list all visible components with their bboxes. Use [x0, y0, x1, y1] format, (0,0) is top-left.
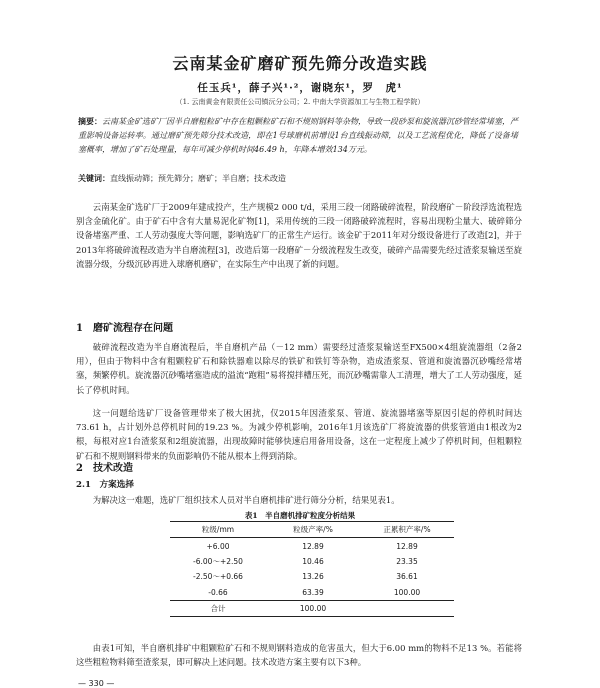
table-cell: 12.89: [302, 541, 324, 551]
affiliation: （1. 云南黄金有限责任公司镇沅分公司；2. 中南大学资源加工与生物工程学院）: [175, 98, 425, 106]
table-cell: [360, 600, 454, 616]
keywords-text: 直线振动筛；预先筛分；磨矿；半自磨；技术改造: [110, 174, 286, 183]
table-cell: 63.39: [302, 587, 324, 597]
table-cell: 36.61: [396, 572, 418, 582]
intro-paragraph: 云南某金矿选矿厂于2009年建成投产，生产规模2 000 t/d，采用三段一闭路破碎流程，阶段磨矿－阶段浮选流程选别含金硫化矿。由于矿石中含有大量易泥化矿物[1]，采用传统的三段一闭路破碎流程时，容易出现粉尘量大、破碎筛分设备堵塞严重、工人劳动强度大等问题，影响选矿厂的正常生产运行。该金矿于2011年对分级设备进行了改造[2]，并于2013年将破碎流程改造为半自磨流程[3]，改造后第一段磨矿－分级流程发生改变，破碎产品需要先经过渣浆泵输送至旋流器分级，分级沉砂再进入球磨机磨矿，在实际生产中出现了新的问题。: [76, 202, 522, 269]
table-row: [170, 554, 454, 569]
table-cell: 100.00: [266, 600, 360, 616]
table-cell: -6.00～+2.50: [193, 556, 243, 566]
abstract: [78, 114, 518, 157]
table-cell: -2.50～+0.66: [193, 572, 243, 582]
table-row: [170, 569, 454, 584]
section-2-1-heading: 2.1 方案选择: [76, 480, 134, 490]
table-1: [170, 521, 454, 617]
table-cell: -0.66: [208, 587, 228, 597]
closing-paragraph: 由表1可知，半自磨机排矿中粗颗粒矿石和不规则钢料造成的危害虽大，但大于6.00 mm的物料不足13 %。若能将这些粗粒物料筛至渣浆泵，即可解决上述问题。技术改造方案主要有以下3种。: [76, 643, 522, 668]
paper-title: 云南某金矿磨矿预先筛分改造实践: [172, 54, 428, 73]
abstract-text: 云南某金矿选矿厂因半自磨粗粒矿中存在粗颗粒矿石和不规则钢料等杂物，导致一段砂泵和旋流器沉砂管经常堵塞，严重影响设备运转率。通过磨矿预先筛分技术改造，即在1号球磨机前增设1台直线振动筛，以及工艺流程优化，降低了设备堵塞概率，增加了矿石处理量，每年可减少停机时间46.49 h，年降本增效134万元。: [78, 117, 518, 154]
table-row: [170, 538, 454, 554]
keywords-label: 关键词：: [78, 173, 110, 183]
table-cell: 23.35: [396, 556, 418, 566]
section-1-heading: 1 磨矿流程存在问题: [76, 323, 173, 334]
section-2-1-paragraph: 为解决这一难题，选矿厂组织技术人员对半自磨机排矿进行筛分分析，结果见表1。: [92, 495, 400, 505]
table-cell: +6.00: [206, 541, 230, 551]
table-header-cell: 粒级/mm: [170, 522, 266, 538]
section-1-paragraph-1: 破碎流程改造为半自磨流程后，半自磨机产品（－12 mm）需要经过渣浆泵输送至FX500×4组旋流器组（2备2用），但由于物料中含有粗颗粒矿石和除铁器难以除尽的铁矿和铁钉等杂物，造成渣浆泵、管道和旋流器沉砂嘴经常堵塞，频繁停机。旋流器沉砂嘴堵塞造成的溢流“跑粗”易将搅拌槽压死，而沉砂嘴需靠人工清理，增大了工人劳动强度，延长了停机时间。: [76, 342, 522, 395]
author-list: 任玉兵¹，薛子兴¹·²，谢晓东¹，罗 虎¹: [197, 82, 403, 94]
table-header-row: [170, 522, 454, 538]
table-cell: 100.00: [393, 587, 421, 597]
section-1-paragraph-2: 这一问题给选矿厂设备管理带来了极大困扰，仅2015年因渣浆泵、管道、旋流器堵塞等原因引起的停机时间达73.61 h，占计划外总停机时间的19.23 %。为减少停机影响，2016年1月该选矿厂将旋流器的供浆管道由1根改为2根，每根对应1台渣浆泵和2组旋流器，出现故障时能够快速启用备用设备，这在一定程度上减少了停机时间，但粗颗粒矿石和不规则钢料带来的负面影响仍不能从根本上得到消除。: [76, 408, 522, 461]
table-row: [170, 585, 454, 601]
abstract-label: 摘要：: [78, 116, 102, 126]
table-cell: 合计: [170, 600, 266, 616]
section-2-heading: 2 技术改造: [76, 463, 133, 474]
page-number: — 330 —: [78, 679, 115, 688]
table-1-caption: 表1 半自磨机排矿粒度分析结果: [244, 511, 356, 520]
table-header-cell: 正累积产率/%: [360, 522, 454, 538]
keywords: [78, 172, 518, 185]
table-cell: 13.26: [302, 572, 324, 582]
table-cell: 10.46: [302, 556, 324, 566]
table-total-row: [170, 600, 454, 616]
table-cell: 12.89: [396, 541, 418, 551]
table-header-cell: 粒级产率/%: [266, 522, 360, 538]
